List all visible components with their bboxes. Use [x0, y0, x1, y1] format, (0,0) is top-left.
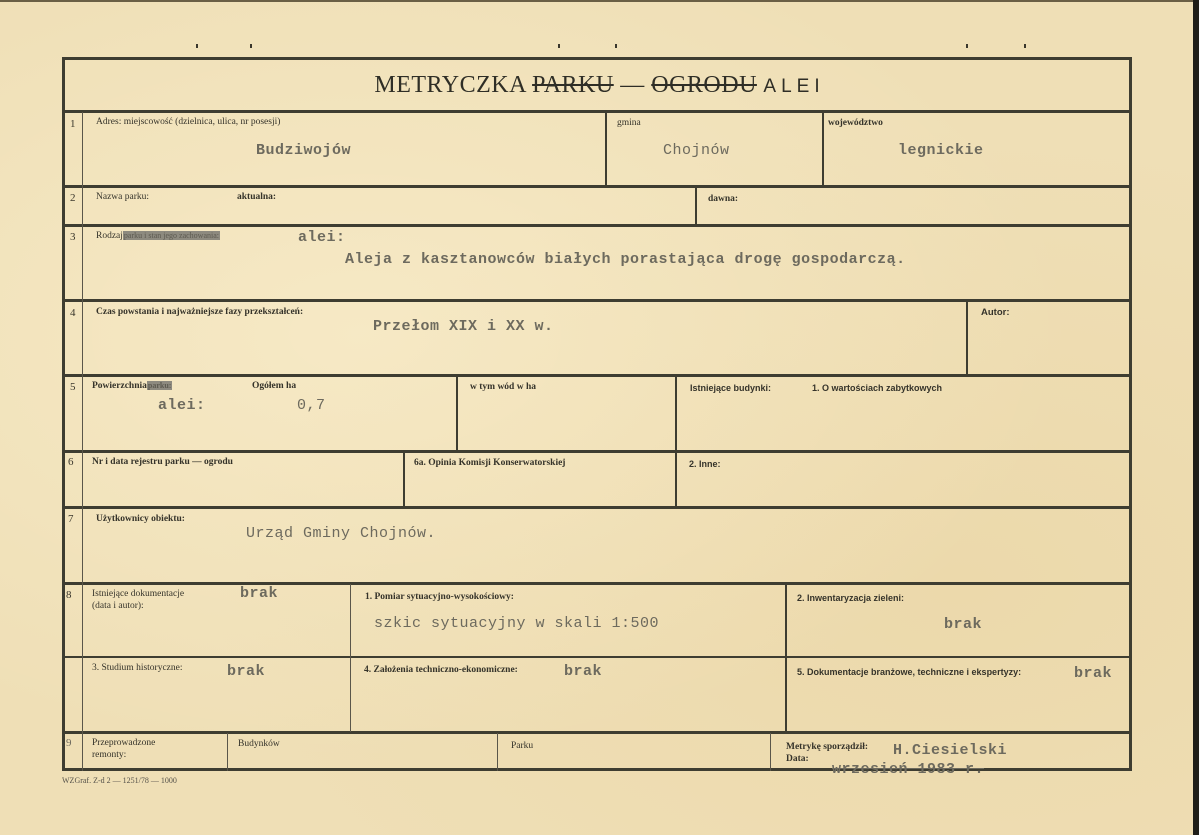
- existing-docs-sublabel: (data i autor):: [92, 601, 144, 611]
- row-divider: [62, 582, 1132, 585]
- expert-docs-value[interactable]: brak: [1074, 665, 1113, 682]
- section-number-5: 5: [70, 381, 76, 393]
- row-divider: [62, 731, 1132, 734]
- row-divider: [62, 506, 1132, 509]
- punch-mark: [966, 44, 968, 48]
- type-label-prefix: Rodzaj: [96, 231, 123, 241]
- type-typed-label: alei:: [298, 229, 346, 246]
- row-divider: [62, 224, 1132, 227]
- total-area-label: Ogółem ha: [252, 381, 297, 391]
- row-divider: [62, 299, 1132, 302]
- area-label-censored: parku:: [147, 381, 172, 390]
- wojewodztwo-label: województwo: [828, 118, 883, 128]
- punch-mark: [196, 44, 198, 48]
- cell-divider: [497, 733, 498, 771]
- users-value[interactable]: Urząd Gminy Chojnów.: [246, 525, 437, 542]
- area-typed-label: alei:: [158, 397, 206, 414]
- park-name-label: Nazwa parku:: [96, 192, 150, 202]
- total-area-value[interactable]: 0,7: [297, 397, 326, 414]
- section-number-7: 7: [68, 513, 74, 525]
- row-divider: [62, 374, 1132, 377]
- title-struck-parku: PARKU: [532, 72, 614, 98]
- water-area-label: w tym wód w ha: [470, 382, 536, 392]
- scan-edge-top: [0, 0, 1199, 2]
- cell-divider: [785, 584, 787, 732]
- park-repairs-label: Parku: [511, 741, 534, 751]
- existing-docs-value[interactable]: brak: [240, 585, 279, 602]
- title-main: METRYCZKA: [374, 72, 526, 98]
- historical-study-value[interactable]: brak: [227, 663, 266, 680]
- section-number-3: 3: [70, 231, 76, 243]
- section-number-1: 1: [70, 118, 76, 130]
- row-divider: [62, 656, 1132, 658]
- type-label: [96, 231, 220, 241]
- cell-divider: [350, 584, 351, 732]
- cell-divider: [227, 733, 228, 771]
- conservation-opinion-label: 6a. Opinia Komisji Konserwatorskiej: [414, 458, 566, 468]
- former-name-label: dawna:: [708, 194, 739, 204]
- expert-docs-label: 5. Dokumentacje branżowe, techniczne i ekspertyzy:: [797, 667, 1022, 677]
- survey-label: 1. Pomiar sytuacyjno-wysokościowy:: [365, 592, 514, 602]
- title-dash: —: [620, 72, 645, 98]
- address-label: Adres: miejscowość (dzielnica, ulica, nr posesji): [96, 117, 281, 127]
- greenery-inventory-label: 2. Inwentaryzacja zieleni:: [797, 593, 905, 603]
- other-buildings-label: 2. Inne:: [689, 459, 721, 469]
- address-value[interactable]: Budziwojów: [256, 142, 352, 159]
- cell-divider: [456, 376, 458, 451]
- area-label-prefix: Powierzchnia: [92, 381, 147, 391]
- section-number-2: 2: [70, 192, 76, 204]
- greenery-inventory-value[interactable]: brak: [944, 616, 983, 633]
- scan-edge-right: [1193, 0, 1199, 835]
- wojewodztwo-value[interactable]: legnickie: [898, 142, 984, 159]
- creation-time-value[interactable]: Przełom XIX i XX w.: [373, 318, 554, 335]
- current-name-label: aktualna:: [237, 192, 277, 202]
- historical-study-label: 3. Studium historyczne:: [92, 663, 183, 673]
- punch-mark: [558, 44, 560, 48]
- print-footer: WZGraf. Z-d 2 — 1251/78 — 1000: [62, 776, 177, 785]
- date-value[interactable]: wrzesień 1983 r.: [832, 761, 985, 778]
- section-number-9: 9: [66, 737, 72, 749]
- type-value[interactable]: Aleja z kasztanowców białych porastająca drogę gospodarczą.: [345, 251, 906, 268]
- title-typed-alei: ALEI: [763, 76, 825, 97]
- area-label: [92, 381, 172, 391]
- punch-mark: [250, 44, 252, 48]
- cell-divider: [822, 112, 824, 186]
- date-label: Data:: [786, 754, 809, 764]
- cell-divider: [675, 452, 677, 507]
- cell-divider: [675, 376, 677, 451]
- type-label-censored: parku i stan jego zachowania:: [123, 231, 219, 240]
- cell-divider: [605, 112, 607, 186]
- register-label: Nr i data rejestru parku — ogrodu: [92, 457, 233, 467]
- author-label: Autor:: [981, 307, 1010, 318]
- form-title: [0, 72, 1199, 99]
- gmina-label: gmina: [617, 118, 641, 128]
- repairs-sublabel: remonty:: [92, 750, 127, 760]
- section-number-6: 6: [68, 456, 74, 468]
- section-number-8: 8: [66, 589, 72, 601]
- section-number-4: 4: [70, 307, 76, 319]
- cell-divider: [770, 733, 771, 771]
- existing-docs-label: Istniejące dokumentacje: [92, 589, 185, 599]
- prepared-by-label: Metrykę sporządził:: [786, 742, 869, 752]
- row-divider: [62, 110, 1132, 113]
- cell-divider: [695, 187, 697, 225]
- users-label: Użytkownicy obiektu:: [96, 514, 185, 524]
- cell-divider: [403, 452, 405, 507]
- historic-buildings-label: 1. O wartościach zabytkowych: [812, 383, 943, 393]
- tech-econ-label: 4. Założenia techniczno-ekonomiczne:: [364, 665, 518, 675]
- repairs-label: Przeprowadzone: [92, 738, 156, 748]
- punch-mark: [1024, 44, 1026, 48]
- cell-divider: [966, 301, 968, 375]
- row-divider: [62, 185, 1132, 188]
- gmina-value[interactable]: Chojnów: [663, 142, 730, 159]
- buildings-repairs-label: Budynków: [238, 739, 280, 749]
- existing-buildings-label: Istniejące budynki:: [690, 383, 772, 393]
- tech-econ-value[interactable]: brak: [564, 663, 603, 680]
- row-divider: [62, 450, 1132, 453]
- punch-mark: [615, 44, 617, 48]
- survey-value[interactable]: szkic sytuacyjny w skali 1:500: [374, 615, 660, 632]
- number-column-line: [82, 112, 83, 771]
- creation-time-label: Czas powstania i najważniejsze fazy przekształceń:: [96, 307, 304, 317]
- title-struck-ogrodu: OGRODU: [651, 72, 757, 98]
- prepared-by-value[interactable]: H.Ciesielski: [893, 742, 1008, 759]
